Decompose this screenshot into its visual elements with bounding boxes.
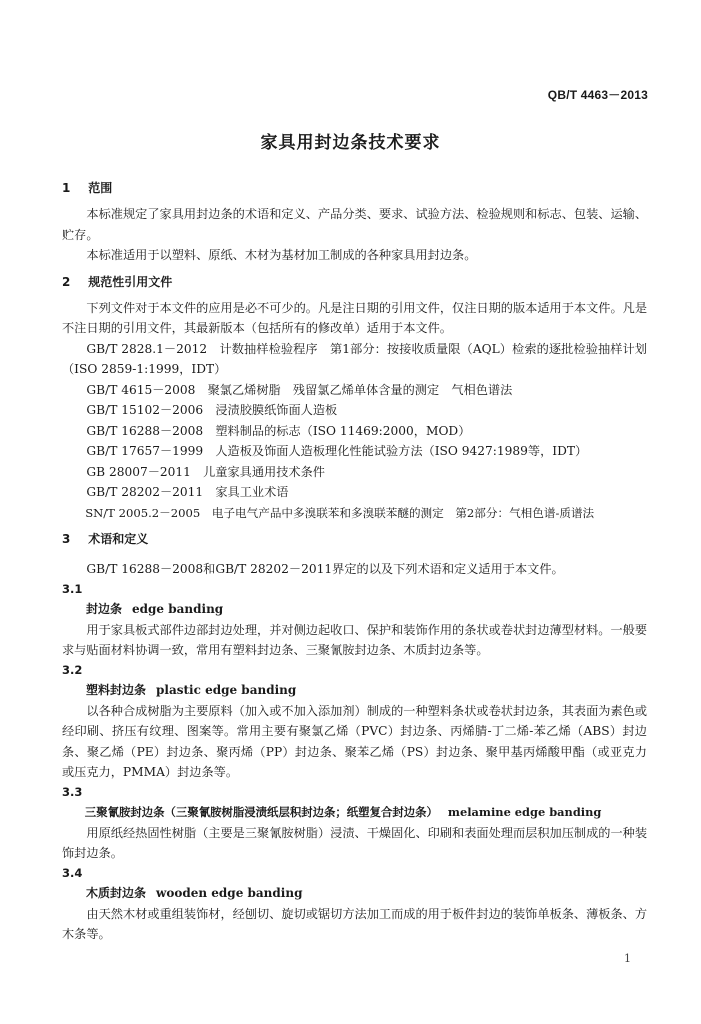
reference-item: SN/T 2005.2－2005 电子电气产品中多溴联苯和多溴联苯醚的测定 第2部分：气相色谱-质谱法	[85, 505, 595, 520]
term-en: melamine edge banding	[447, 804, 602, 819]
section-number: 2	[62, 274, 71, 289]
term-en: plastic edge banding	[156, 682, 297, 697]
term-en: wooden edge banding	[156, 885, 303, 900]
terms-intro: GB/T 16288－2008和GB/T 28202－2011界定的以及下列术语和定义适用于本文件。	[86, 562, 564, 576]
term-zh: 塑料封边条	[86, 682, 147, 697]
section-2-heading	[62, 272, 647, 292]
standard-number: QB/T 4463－2013	[547, 88, 648, 102]
section-title: 术语和定义	[88, 532, 149, 546]
section-title: 规范性引用文件	[88, 274, 173, 289]
term-number: 3.2	[62, 662, 83, 677]
section-number: 3	[62, 532, 71, 546]
reference-item: GB 28007－2011 儿童家具通用技术条件	[86, 464, 325, 479]
reference-item: GB/T 28202－2011 家具工业术语	[86, 485, 289, 499]
term-en: edge banding	[132, 601, 224, 616]
scope-paragraph-2: 本标准适用于以塑料、原纸、木材为基材加工制成的各种家具用封边条。	[86, 248, 477, 262]
reference-item: GB/T 4615－2008 聚氯乙烯树脂 残留氯乙烯单体含量的测定 气相色谱法	[86, 382, 513, 397]
reference-item: GB/T 16288－2008 塑料制品的标志（ISO 11469:2000，MOD）	[86, 423, 471, 438]
section-title: 范围	[88, 181, 113, 195]
document-title: 家具用封边条技术要求	[260, 133, 441, 153]
section-number: 1	[62, 181, 71, 195]
term-heading	[62, 883, 647, 904]
term-definition: 以各种合成树脂为主要原料（加入或不加入添加剂）制成的一种塑料条状或卷状封边条，其表面为素色或经印刷、挤压有纹理、图案等。常用主要有聚氯乙烯（PVC）封边条、丙烯腈-丁二烯-苯乙烯（ABS）封边条、聚乙烯（PE）封边条、聚丙烯（PP）封边条、聚苯乙烯（PS）封边条、聚甲基丙烯酸甲酯（或亚克力或压克力，PMMA）封边条等。	[62, 703, 648, 779]
reference-item: GB/T 15102－2006 浸渍胶膜纸饰面人造板	[86, 403, 338, 417]
term-heading	[62, 802, 647, 823]
term-zh: 封边条	[86, 601, 123, 616]
term-definition: 用于家具板式部件边部封边处理，并对侧边起收口、保护和装饰作用的条状或卷状封边薄型材料。一般要求与贴面材料协调一致，常用有塑料封边条、三聚氰胺封边条、木质封边条等。	[62, 622, 648, 657]
reference-item: GB/T 17657－1999 人造板及饰面人造板理化性能试验方法（ISO 9427:1989等，IDT）	[86, 444, 588, 458]
term-zh: 三聚氰胺封边条（三聚氰胺树脂浸渍纸层积封边条；纸塑复合封边条）	[84, 804, 438, 819]
term-number: 3.4	[62, 865, 83, 880]
term-definition: 由天然木材或重组装饰材，经刨切、旋切或锯切方法加工而成的用于板件封边的装饰单板条、薄板条、方木条等。	[62, 906, 648, 941]
term-heading	[62, 680, 647, 701]
section-3-heading	[62, 529, 647, 549]
term-zh: 木质封边条	[86, 885, 147, 900]
term-number: 3.1	[62, 581, 83, 596]
page-number: 1	[624, 952, 631, 965]
scope-paragraph-1: 本标准规定了家具用封边条的术语和定义、产品分类、要求、试验方法、检验规则和标志、包装、运输、贮存。	[62, 207, 648, 242]
term-heading	[62, 599, 647, 620]
term-definition: 用原纸经热固性树脂（主要是三聚氰胺树脂）浸渍、干燥固化、印刷和表面处理而层积加压制成的一种装饰封边条。	[62, 825, 648, 860]
section-1-heading	[62, 178, 647, 198]
reference-item: GB/T 2828.1－2012 计数抽样检验程序 第1部分：按接收质量限（AQL）检索的逐批检验抽样计划（ISO 2859-1:1999，IDT）	[62, 341, 647, 376]
references-intro: 下列文件对于本文件的应用是必不可少的。凡是注日期的引用文件，仅注日期的版本适用于本文件。凡是不注日期的引用文件，其最新版本（包括所有的修改单）适用于本文件。	[62, 300, 648, 335]
document-body	[62, 178, 647, 945]
term-number: 3.3	[62, 784, 83, 799]
